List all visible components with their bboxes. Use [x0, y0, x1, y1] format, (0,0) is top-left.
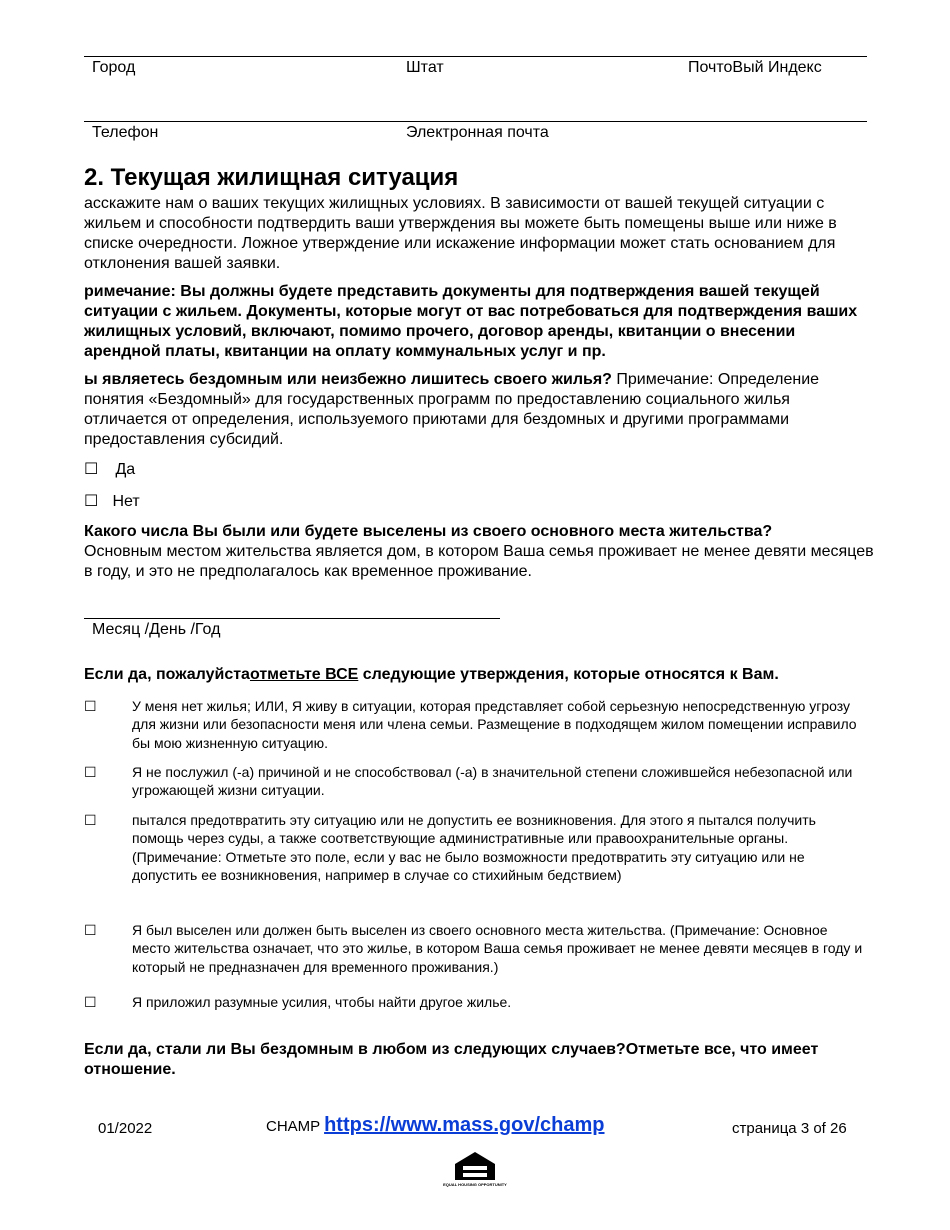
statements-heading-post: следующие утверждения, которые относятся к Вам. — [358, 666, 779, 683]
logo-text: EQUAL HOUSING OPPORTUNITY — [443, 1182, 507, 1187]
equal-housing-opportunity-icon — [443, 1150, 507, 1192]
state-label: Штат — [406, 59, 444, 76]
date-label: Месяц /День /Год — [92, 621, 221, 638]
statement-checkbox-5[interactable]: ☐ — [84, 994, 97, 1010]
statement-4: Я был выселен или должен быть выселен из своего основного места жительства. (Примечание: Основное место жительства означает, что это жилье, в котором Ваша семья проживает не менее девяти месяцев в году и который не предназначен для временного проживания.) — [132, 922, 863, 975]
eviction-question-text: Какого числа Вы были или будете выселены из своего основного места жительства? — [84, 523, 773, 540]
final-question: Если да, стали ли Вы бездомным в любом из следующих случаев?Отметьте все, что имеет отношение. — [84, 1041, 819, 1078]
footer-program-name: CHAMP — [266, 1118, 325, 1135]
statement-checkbox-1[interactable]: ☐ — [84, 698, 97, 714]
section-title: 2. Текущая жилищная ситуация — [84, 164, 459, 191]
documents-note: римечание: Вы должны будете представить документы для подтверждения вашей текущей ситуации с жильем. Документы, которые могут от вас потребоваться для подтверждения ваших жилищных условий, включают, помимо прочего, договор аренды, квитанции о внесении арендной платы, квитанции на оплату коммунальных услуг и пр. — [84, 283, 858, 360]
city-state-zip-line — [84, 56, 867, 57]
checkbox-no-label: Нет — [112, 493, 140, 510]
homeless-question-note: Примечание: Определение понятия «Бездомный» для государственных программ по предоставлению социального жилья отличается от определения, используемого приютами для бездомных и другими программами предоставления субсидий. — [84, 371, 820, 448]
statements-heading — [84, 665, 874, 685]
statement-checkbox-3[interactable]: ☐ — [84, 812, 97, 828]
eviction-question — [84, 522, 874, 582]
footer-page-number: страница 3 of 26 — [732, 1120, 847, 1137]
statement-5: Я приложил разумные усилия, чтобы найти другое жилье. — [132, 994, 512, 1010]
statement-checkbox-2[interactable]: ☐ — [84, 764, 97, 780]
homeless-question-text: ы являетесь бездомным или неизбежно лишитесь своего жилья? — [84, 371, 612, 388]
city-label: Город — [92, 59, 136, 76]
phone-email-line — [84, 121, 867, 122]
checkbox-no[interactable] — [84, 492, 140, 512]
statements-heading-underlined: отметьте ВСЕ — [249, 666, 359, 683]
section-intro: асскажите нам о ваших текущих жилищных условиях. В зависимости от вашей текущей ситуации с жильем и способности подтвердить ваши утверждения вы можете быть помещены выше или ниже в списке очередности. Ложное утверждение или искажение информации может стать основанием для отклонения вашей заявки. — [84, 195, 837, 272]
eviction-question-note: Основным местом жительства является дом, в котором Ваша семья проживает не менее девяти месяцев в году, и это не предполагалось как временное проживание. — [84, 543, 874, 580]
footer-program — [266, 1114, 605, 1137]
checkbox-icon: ☐ — [84, 461, 99, 478]
date-field-line[interactable] — [84, 618, 500, 619]
email-label: Электронная почта — [406, 124, 549, 141]
statement-1: У меня нет жилья; ИЛИ, Я живу в ситуации, которая представляет собой серьезную непосредственную угрозу для жизни или безопасности меня или члена семьи. Размещение в подходящем жилом помещении исправило бы мою жизненную ситуацию. — [132, 698, 857, 751]
checkbox-yes[interactable] — [84, 460, 135, 480]
champ-link[interactable]: https://www.mass.gov/champ — [324, 1114, 605, 1136]
homeless-question — [84, 370, 874, 450]
statement-3: пытался предотвратить эту ситуацию или не допустить ее возникновения. Для этого я пытался получить помощь через суды, а также соответствующие административные или правоохранительные органы. (Примечание: Отметьте это поле, если у вас не было возможности предотвратить эту ситуацию или не допустить ее возникновения, например в случае со стихийным бедствием) — [132, 812, 816, 884]
statement-checkbox-4[interactable]: ☐ — [84, 922, 97, 938]
checkbox-icon: ☐ — [84, 493, 99, 510]
phone-label: Телефон — [92, 124, 159, 141]
zip-label: ПочтоВый Индекс — [688, 59, 822, 76]
statement-2: Я не послужил (-а) причиной и не способствовал (-а) в значительной степени сложившейся небезопасной или угрожающей жизни ситуации. — [132, 764, 853, 799]
statements-heading-pre: Если да, пожалуйста — [84, 666, 250, 683]
footer-date: 01/2022 — [98, 1120, 153, 1137]
checkbox-yes-label: Да — [115, 461, 136, 478]
